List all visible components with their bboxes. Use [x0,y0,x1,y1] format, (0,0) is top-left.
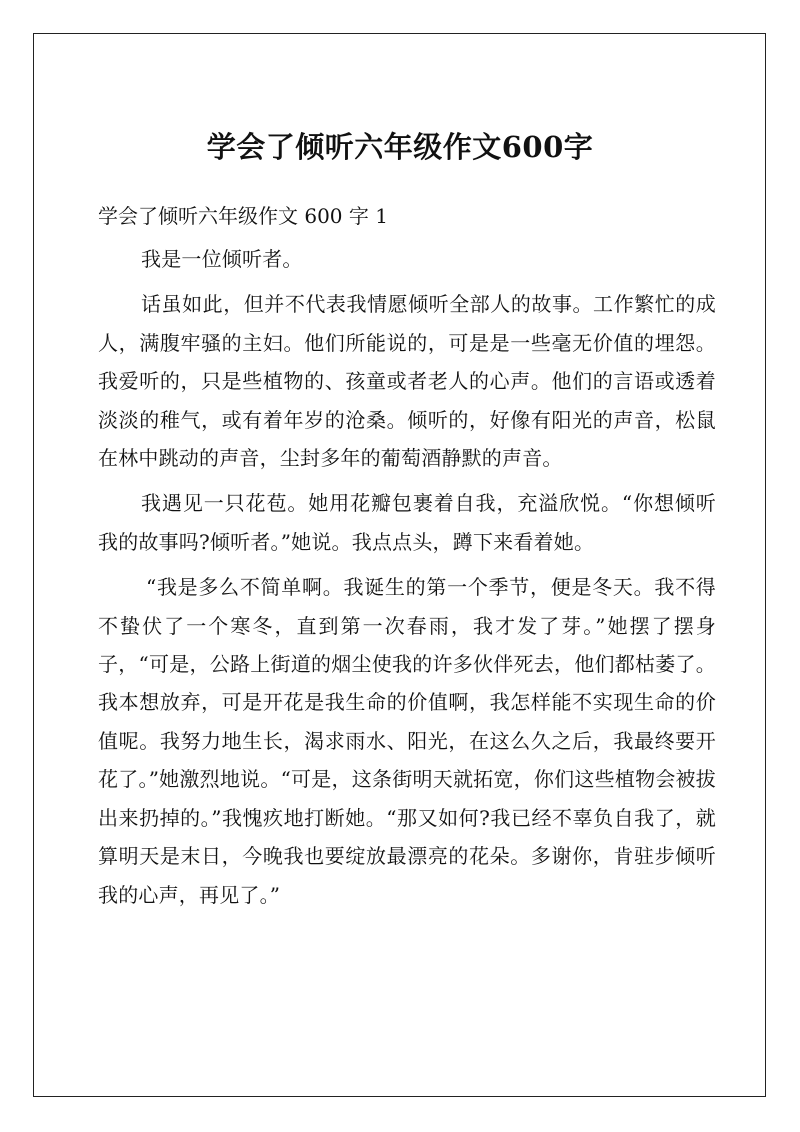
document-title: 学会了倾听六年级作文600字 [206,130,594,164]
paragraph-3: 我遇见一只花苞。她用花瓣包裹着自我，充溢欣悦。“你想倾听我的故事吗?倾听者。”她说。我点点头，蹲下来看着她。 [98,491,716,554]
document-body [98,240,716,921]
paragraph-4: “我是多么不简单啊。我诞生的第一个季节，便是冬天。我不得不蛰伏了一个寒冬，直到第一次春雨，我才发了芽。”她摆了摆身子，“可是，公路上街道的烟尘使我的许多伙伴死去，他们都枯萎了。我本想放弃，可是开花是我生命的价值啊，我怎样能不实现生命的价值呢。我努力地生长，渴求雨水、阳光，在这么久之后，我最终要开花了。”她激烈地说。“可是，这条街明天就拓宽，你们这些植物会被拔出来扔掉的。”我愧疚地打断她。“那又如何?我已经不辜负自我了，就算明天是末日，今晚我也要绽放最漂亮的花朵。多谢你，肯驻步倾听我的心声，再见了。” [98,575,716,907]
paragraph-2: 话虽如此，但并不代表我情愿倾听全部人的故事。工作繁忙的成人，满腹牢骚的主妇。他们所能说的，可是是一些毫无价值的埋怨。我爱听的，只是些植物的、孩童或者老人的心声。他们的言语或透着淡淡的稚气，或有着年岁的沧桑。倾听的，好像有阳光的声音，松鼠在林中跳动的声音，尘封多年的葡萄酒静默的声音。 [98,292,716,471]
document-subtitle: 学会了倾听六年级作文 600 字 1 [98,204,388,228]
paragraph-1: 我是一位倾听者。 [141,247,303,271]
